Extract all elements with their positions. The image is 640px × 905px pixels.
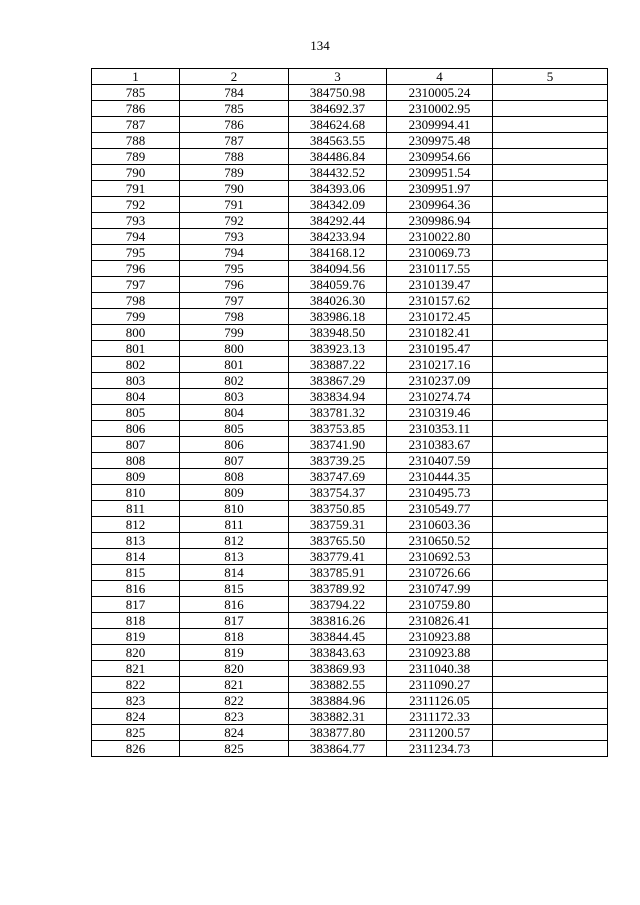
table-cell-col4: 2309964.36 [387,197,493,213]
table-row [92,437,608,453]
table-row [92,389,608,405]
table-cell-col1: 819 [92,629,180,645]
table-cell-col4: 2310139.47 [387,277,493,293]
table-cell-col2: 824 [180,725,289,741]
table-cell-col1: 801 [92,341,180,357]
table-cell-col4: 2310692.53 [387,549,493,565]
table-cell-col5 [493,85,608,101]
table-cell-col1: 825 [92,725,180,741]
table-row [92,197,608,213]
table-cell-col5 [493,133,608,149]
table-cell-col2: 807 [180,453,289,469]
table-cell-col5 [493,261,608,277]
table-cell-col5 [493,533,608,549]
table-cell-col3: 384059.76 [289,277,387,293]
table-cell-col1: 793 [92,213,180,229]
table-row [92,517,608,533]
table-row [92,533,608,549]
table-row [92,485,608,501]
table-cell-col1: 785 [92,85,180,101]
column-header-5: 5 [493,69,608,85]
table-cell-col2: 801 [180,357,289,373]
table-row [92,357,608,373]
table-cell-col5 [493,565,608,581]
table-cell-col3: 383884.96 [289,693,387,709]
table-cell-col4: 2310117.55 [387,261,493,277]
table-row [92,117,608,133]
table-cell-col1: 812 [92,517,180,533]
table-cell-col1: 824 [92,709,180,725]
table-cell-col3: 383781.32 [289,405,387,421]
table-cell-col5 [493,613,608,629]
table-cell-col4: 2309951.54 [387,165,493,181]
table-header [92,69,608,85]
table-cell-col4: 2310069.73 [387,245,493,261]
table-cell-col4: 2311040.38 [387,661,493,677]
table-cell-col4: 2309954.66 [387,149,493,165]
table-cell-col4: 2310747.99 [387,581,493,597]
table-cell-col4: 2310726.66 [387,565,493,581]
table-cell-col4: 2310217.16 [387,357,493,373]
table-cell-col1: 803 [92,373,180,389]
column-header-2: 2 [180,69,289,85]
table-row [92,277,608,293]
table-cell-col5 [493,517,608,533]
table-cell-col1: 798 [92,293,180,309]
table-cell-col3: 384342.09 [289,197,387,213]
table-cell-col2: 787 [180,133,289,149]
table-cell-col3: 383948.50 [289,325,387,341]
table-cell-col4: 2310650.52 [387,533,493,549]
table-cell-col2: 822 [180,693,289,709]
table-cell-col5 [493,389,608,405]
table-cell-col5 [493,629,608,645]
table-cell-col2: 815 [180,581,289,597]
table-row [92,101,608,117]
table-cell-col4: 2310353.11 [387,421,493,437]
table-row [92,309,608,325]
table-cell-col5 [493,693,608,709]
table-row [92,213,608,229]
table-row [92,725,608,741]
table-row [92,341,608,357]
table-cell-col3: 384292.44 [289,213,387,229]
table-cell-col3: 384624.68 [289,117,387,133]
table-cell-col1: 811 [92,501,180,517]
table-cell-col1: 809 [92,469,180,485]
table-cell-col1: 822 [92,677,180,693]
table-cell-col4: 2310237.09 [387,373,493,389]
table-cell-col4: 2310002.95 [387,101,493,117]
table-cell-col1: 823 [92,693,180,709]
table-cell-col3: 383816.26 [289,613,387,629]
table-cell-col1: 787 [92,117,180,133]
page-number: 134 [310,38,330,53]
table-cell-col3: 383739.25 [289,453,387,469]
table-cell-col3: 384692.37 [289,101,387,117]
table-cell-col1: 796 [92,261,180,277]
table-cell-col5 [493,469,608,485]
table-cell-col2: 808 [180,469,289,485]
table-row [92,453,608,469]
table-cell-col4: 2310172.45 [387,309,493,325]
table-cell-col3: 383986.18 [289,309,387,325]
table-cell-col5 [493,661,608,677]
table-cell-col1: 805 [92,405,180,421]
table-cell-col4: 2310005.24 [387,85,493,101]
table-cell-col5 [493,597,608,613]
table-cell-col4: 2310195.47 [387,341,493,357]
table-cell-col3: 384393.06 [289,181,387,197]
table-cell-col4: 2310759.80 [387,597,493,613]
table-row [92,261,608,277]
table-cell-col2: 785 [180,101,289,117]
table-cell-col3: 384486.84 [289,149,387,165]
table-cell-col1: 810 [92,485,180,501]
table-cell-col3: 383864.77 [289,741,387,757]
table-row [92,149,608,165]
table-cell-col1: 826 [92,741,180,757]
table-cell-col2: 812 [180,533,289,549]
table-cell-col5 [493,197,608,213]
table-cell-col2: 805 [180,421,289,437]
table-row [92,709,608,725]
table-cell-col5 [493,501,608,517]
table-cell-col4: 2310549.77 [387,501,493,517]
table-cell-col3: 383867.29 [289,373,387,389]
table-cell-col5 [493,549,608,565]
table-cell-col2: 816 [180,597,289,613]
table-cell-col3: 383923.13 [289,341,387,357]
table-cell-col3: 383741.90 [289,437,387,453]
table-cell-col1: 817 [92,597,180,613]
table-row [92,181,608,197]
table-cell-col2: 809 [180,485,289,501]
table-cell-col2: 788 [180,149,289,165]
table-row [92,405,608,421]
table-cell-col2: 821 [180,677,289,693]
table-cell-col3: 383785.91 [289,565,387,581]
table-cell-col2: 793 [180,229,289,245]
table-cell-col2: 814 [180,565,289,581]
table-cell-col3: 383882.31 [289,709,387,725]
table-cell-col5 [493,309,608,325]
table-row [92,645,608,661]
table-cell-col5 [493,165,608,181]
table-cell-col2: 818 [180,629,289,645]
table-cell-col1: 814 [92,549,180,565]
table-cell-col2: 820 [180,661,289,677]
table-cell-col1: 813 [92,533,180,549]
table-cell-col4: 2309975.48 [387,133,493,149]
table-row [92,565,608,581]
table-cell-col5 [493,181,608,197]
table-row [92,549,608,565]
table-cell-col2: 790 [180,181,289,197]
table-cell-col4: 2310383.67 [387,437,493,453]
table-cell-col3: 384563.55 [289,133,387,149]
table-cell-col3: 383882.55 [289,677,387,693]
table-cell-col4: 2310923.88 [387,645,493,661]
table-cell-col5 [493,485,608,501]
table-row [92,133,608,149]
table-cell-col3: 383794.22 [289,597,387,613]
table-cell-col3: 383887.22 [289,357,387,373]
table-cell-col5 [493,373,608,389]
table-body [92,85,608,757]
table-cell-col3: 383843.63 [289,645,387,661]
table-cell-col3: 384233.94 [289,229,387,245]
table-cell-col1: 820 [92,645,180,661]
table-cell-col2: 795 [180,261,289,277]
table-cell-col3: 383844.45 [289,629,387,645]
table-cell-col4: 2309951.97 [387,181,493,197]
table-cell-col3: 383834.94 [289,389,387,405]
table-row [92,469,608,485]
table-cell-col4: 2310444.35 [387,469,493,485]
table-cell-col2: 792 [180,213,289,229]
table-cell-col5 [493,213,608,229]
table-cell-col5 [493,149,608,165]
table-cell-col3: 383750.85 [289,501,387,517]
table-cell-col3: 383869.93 [289,661,387,677]
table-cell-col1: 799 [92,309,180,325]
table-cell-col2: 811 [180,517,289,533]
table-cell-col2: 786 [180,117,289,133]
table-cell-col2: 784 [180,85,289,101]
table-cell-col1: 815 [92,565,180,581]
table-cell-col4: 2310319.46 [387,405,493,421]
table-row [92,501,608,517]
table-cell-col5 [493,709,608,725]
table-cell-col1: 786 [92,101,180,117]
column-header-1: 1 [92,69,180,85]
table-cell-col1: 818 [92,613,180,629]
table-row [92,373,608,389]
table-row [92,629,608,645]
table-cell-col1: 808 [92,453,180,469]
table-cell-col4: 2311234.73 [387,741,493,757]
table-cell-col2: 796 [180,277,289,293]
table-cell-col1: 806 [92,421,180,437]
table-cell-col1: 807 [92,437,180,453]
table-row [92,693,608,709]
table-cell-col3: 383754.37 [289,485,387,501]
table-cell-col2: 799 [180,325,289,341]
table-cell-col5 [493,245,608,261]
table-cell-col5 [493,725,608,741]
column-header-3: 3 [289,69,387,85]
table-cell-col2: 800 [180,341,289,357]
table-cell-col1: 791 [92,181,180,197]
table-cell-col1: 790 [92,165,180,181]
table-cell-col5 [493,101,608,117]
column-header-4: 4 [387,69,493,85]
table-cell-col5 [493,405,608,421]
table-cell-col4: 2310923.88 [387,629,493,645]
table-cell-col4: 2311090.27 [387,677,493,693]
table-cell-col4: 2309994.41 [387,117,493,133]
table-cell-col2: 789 [180,165,289,181]
table-cell-col5 [493,453,608,469]
table-cell-col4: 2310826.41 [387,613,493,629]
coordinates-table [91,68,608,757]
table-cell-col1: 794 [92,229,180,245]
table-cell-col5 [493,277,608,293]
table-cell-col2: 794 [180,245,289,261]
table-cell-col3: 384750.98 [289,85,387,101]
table-cell-col5 [493,421,608,437]
table-cell-col1: 816 [92,581,180,597]
table-cell-col5 [493,437,608,453]
table-cell-col3: 384026.30 [289,293,387,309]
table-row [92,741,608,757]
table-row [92,597,608,613]
table-cell-col3: 383759.31 [289,517,387,533]
table-cell-col2: 817 [180,613,289,629]
table-cell-col1: 788 [92,133,180,149]
table-cell-col4: 2311172.33 [387,709,493,725]
table-cell-col4: 2310157.62 [387,293,493,309]
table-cell-col3: 383779.41 [289,549,387,565]
table-row [92,421,608,437]
table-cell-col2: 802 [180,373,289,389]
table-cell-col1: 795 [92,245,180,261]
table-cell-col2: 804 [180,405,289,421]
table-cell-col2: 810 [180,501,289,517]
table-row [92,229,608,245]
header-row [92,69,608,85]
table-cell-col2: 806 [180,437,289,453]
table-cell-col5 [493,741,608,757]
table-cell-col2: 803 [180,389,289,405]
table-cell-col1: 800 [92,325,180,341]
table-cell-col5 [493,325,608,341]
table-row [92,293,608,309]
table-cell-col4: 2310022.80 [387,229,493,245]
table-cell-col4: 2310407.59 [387,453,493,469]
table-cell-col3: 383789.92 [289,581,387,597]
table-cell-col5 [493,357,608,373]
table-cell-col2: 819 [180,645,289,661]
table-cell-col3: 383753.85 [289,421,387,437]
table-cell-col4: 2309986.94 [387,213,493,229]
table-row [92,581,608,597]
table-cell-col1: 804 [92,389,180,405]
table-cell-col2: 791 [180,197,289,213]
table-cell-col2: 797 [180,293,289,309]
table-row [92,613,608,629]
table-cell-col4: 2310603.36 [387,517,493,533]
table-cell-col5 [493,581,608,597]
table-cell-col5 [493,341,608,357]
table-row [92,325,608,341]
table-cell-col4: 2310495.73 [387,485,493,501]
table-cell-col2: 823 [180,709,289,725]
table-cell-col3: 383747.69 [289,469,387,485]
table-cell-col3: 384432.52 [289,165,387,181]
table-cell-col3: 384168.12 [289,245,387,261]
table-cell-col3: 383765.50 [289,533,387,549]
table-cell-col3: 384094.56 [289,261,387,277]
table-cell-col4: 2311200.57 [387,725,493,741]
table-cell-col5 [493,293,608,309]
table-cell-col4: 2310182.41 [387,325,493,341]
table-cell-col2: 813 [180,549,289,565]
table-cell-col1: 797 [92,277,180,293]
table-row [92,677,608,693]
table-cell-col4: 2311126.05 [387,693,493,709]
table-cell-col1: 789 [92,149,180,165]
table-row [92,165,608,181]
table-row [92,85,608,101]
table-cell-col5 [493,645,608,661]
table-cell-col2: 825 [180,741,289,757]
table-cell-col2: 798 [180,309,289,325]
table-cell-col5 [493,117,608,133]
table-row [92,245,608,261]
table-cell-col1: 792 [92,197,180,213]
table-cell-col4: 2310274.74 [387,389,493,405]
table-cell-col5 [493,229,608,245]
table-cell-col5 [493,677,608,693]
table-row [92,661,608,677]
table-cell-col3: 383877.80 [289,725,387,741]
table-cell-col1: 802 [92,357,180,373]
table-cell-col1: 821 [92,661,180,677]
